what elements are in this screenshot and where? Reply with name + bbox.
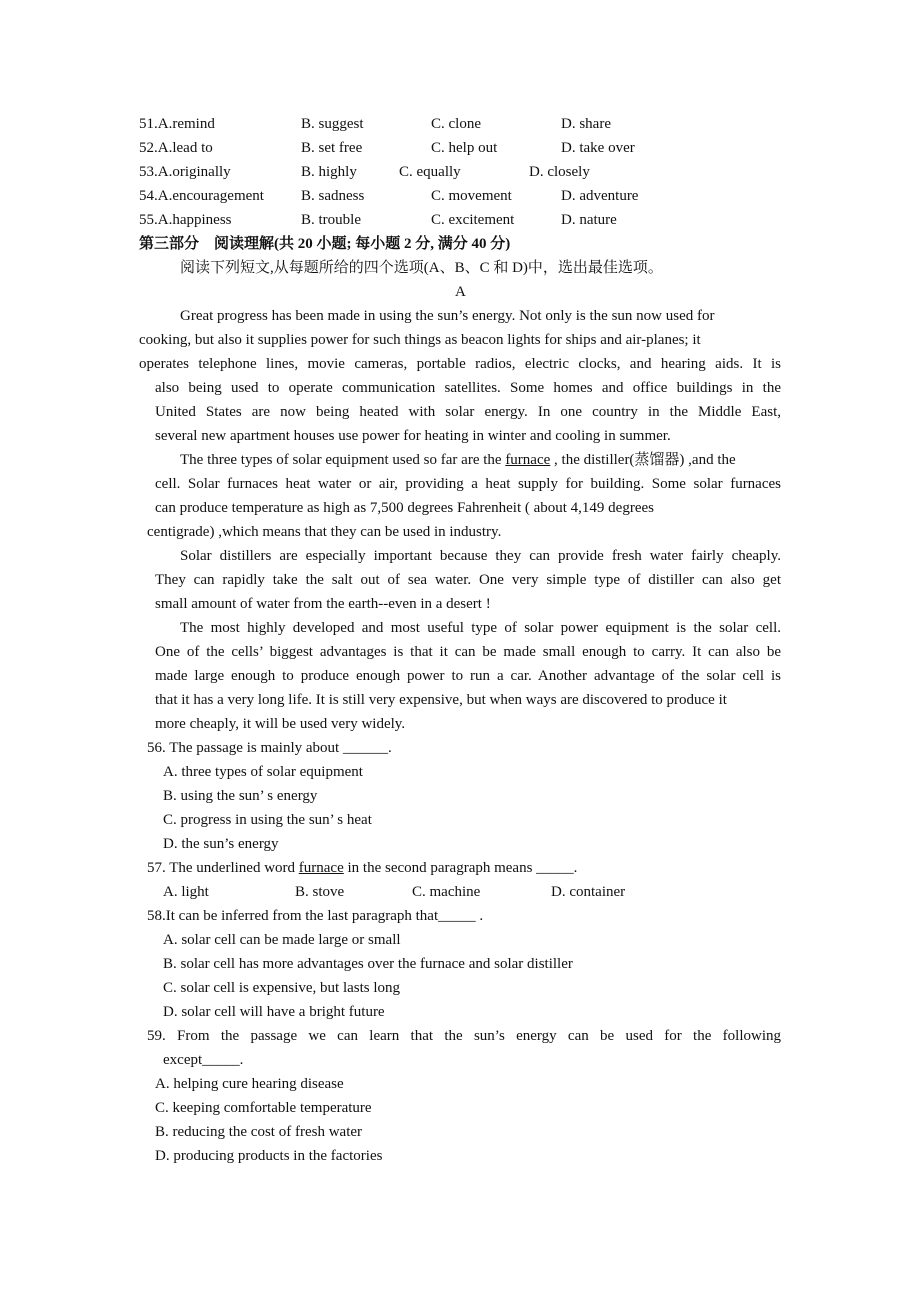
answer-option: D. solar cell will have a bright future <box>163 1004 385 1020</box>
answer-option: A. light <box>163 884 209 900</box>
question-stem <box>147 858 577 878</box>
section-heading: 第三部分 阅读理解(共 20 小题; 每小题 2 分, 满分 40 分) <box>139 236 511 252</box>
answer-option: B. reducing the cost of fresh water <box>155 1124 363 1140</box>
option-51d: D. share <box>561 116 611 132</box>
text-line <box>180 450 781 470</box>
option-54a: 54.A.encouragement <box>139 188 264 204</box>
text-line: cell. Solar furnaces heat water or air, providing a heat supply for building. Some solar furnaces <box>155 476 781 492</box>
option-53a: 53.A.originally <box>139 164 231 180</box>
passage-label: A <box>455 284 466 300</box>
option-53d: D. closely <box>529 164 590 180</box>
answer-option: D. container <box>551 884 626 900</box>
underlined-word: furnace <box>298 860 344 876</box>
text-fragment: The three types of solar equipment used so far are the <box>180 452 506 468</box>
option-55d: D. nature <box>561 212 617 228</box>
option-53b: B. highly <box>301 164 357 180</box>
answer-option: C. progress in using the sun’ s heat <box>163 812 372 828</box>
answer-option: A. helping cure hearing disease <box>155 1076 344 1092</box>
answer-option: A. solar cell can be made large or small <box>163 932 401 948</box>
option-55a: 55.A.happiness <box>139 212 232 228</box>
text-line: centigrade) ,which means that they can be used in industry. <box>147 524 502 540</box>
answer-option: B. solar cell has more advantages over the furnace and solar distiller <box>163 956 573 972</box>
question-stem: 59. From the passage we can learn that the sun’s energy can be used for the following <box>147 1028 781 1044</box>
text-line: The most highly developed and most useful type of solar power equipment is the solar cell. <box>180 620 781 636</box>
question-stem-continued: except_____. <box>163 1052 244 1068</box>
option-54b: B. sadness <box>301 188 365 204</box>
text-line: also being used to operate communication satellites. Some homes and office buildings in the <box>155 380 781 396</box>
text-line: that it has a very long life. It is still very expensive, but when ways are discovered to produce it <box>155 692 727 708</box>
text-line: Great progress has been made in using the sun’s energy. Not only is the sun now used for <box>180 308 715 324</box>
option-52a: 52.A.lead to <box>139 140 213 156</box>
text-fragment: in the second paragraph means _____. <box>343 860 578 876</box>
text-line: can produce temperature as high as 7,500 degrees Fahrenheit ( about 4,149 degrees <box>155 500 654 516</box>
option-52c: C. help out <box>431 140 498 156</box>
answer-option: D. the sun’s energy <box>163 836 279 852</box>
underlined-word: furnace <box>505 452 551 468</box>
answer-option: C. solar cell is expensive, but lasts long <box>163 980 401 996</box>
answer-option: C. machine <box>412 884 481 900</box>
option-51a: 51.A.remind <box>139 116 215 132</box>
question-stem: 58.It can be inferred from the last paragraph that_____ . <box>147 908 484 924</box>
question-stem: 56. The passage is mainly about ______. <box>147 740 392 756</box>
text-line: cooking, but also it supplies power for such things as beacon lights for ships and air-planes; it <box>139 332 701 348</box>
answer-option: D. producing products in the factories <box>155 1148 383 1164</box>
text-line: One of the cells’ biggest advantages is that it can be made small enough to carry. It can also be <box>155 644 781 660</box>
option-51c: C. clone <box>431 116 481 132</box>
option-52d: D. take over <box>561 140 635 156</box>
option-51b: B. suggest <box>301 116 364 132</box>
option-53c: C. equally <box>399 164 461 180</box>
text-line: Solar distillers are especially important because they can provide fresh water fairly cheaply. <box>180 548 781 564</box>
option-55c: C. excitement <box>431 212 515 228</box>
text-line: operates telephone lines, movie cameras, portable radios, electric clocks, and hearing aids. It is <box>139 356 781 372</box>
answer-option: B. using the sun’ s energy <box>163 788 318 804</box>
answer-option: B. stove <box>295 884 345 900</box>
option-52b: B. set free <box>301 140 363 156</box>
text-line: made large enough to produce enough power to run a car. Another advantage of the solar cell is <box>155 668 781 684</box>
answer-option: C. keeping comfortable temperature <box>155 1100 372 1116</box>
text-line: several new apartment houses use power for heating in winter and cooling in summer. <box>155 428 671 444</box>
text-fragment: 57. The underlined word <box>147 860 299 876</box>
text-line: small amount of water from the earth--even in a desert ! <box>155 596 491 612</box>
option-55b: B. trouble <box>301 212 361 228</box>
option-54c: C. movement <box>431 188 512 204</box>
text-line: more cheaply, it will be used very widely. <box>155 716 406 732</box>
text-line: They can rapidly take the salt out of sea water. One very simple type of distiller can also get <box>155 572 781 588</box>
text-fragment: , the distiller(蒸馏器) ,and the <box>550 452 736 468</box>
answer-option: A. three types of solar equipment <box>163 764 363 780</box>
section-instruction: 阅读下列短文,从每题所给的四个选项(A、B、C 和 D)中，选出最佳选项。 <box>180 260 663 276</box>
text-line: United States are now being heated with solar energy. In one country in the Middle East, <box>155 404 781 420</box>
option-54d: D. adventure <box>561 188 639 204</box>
